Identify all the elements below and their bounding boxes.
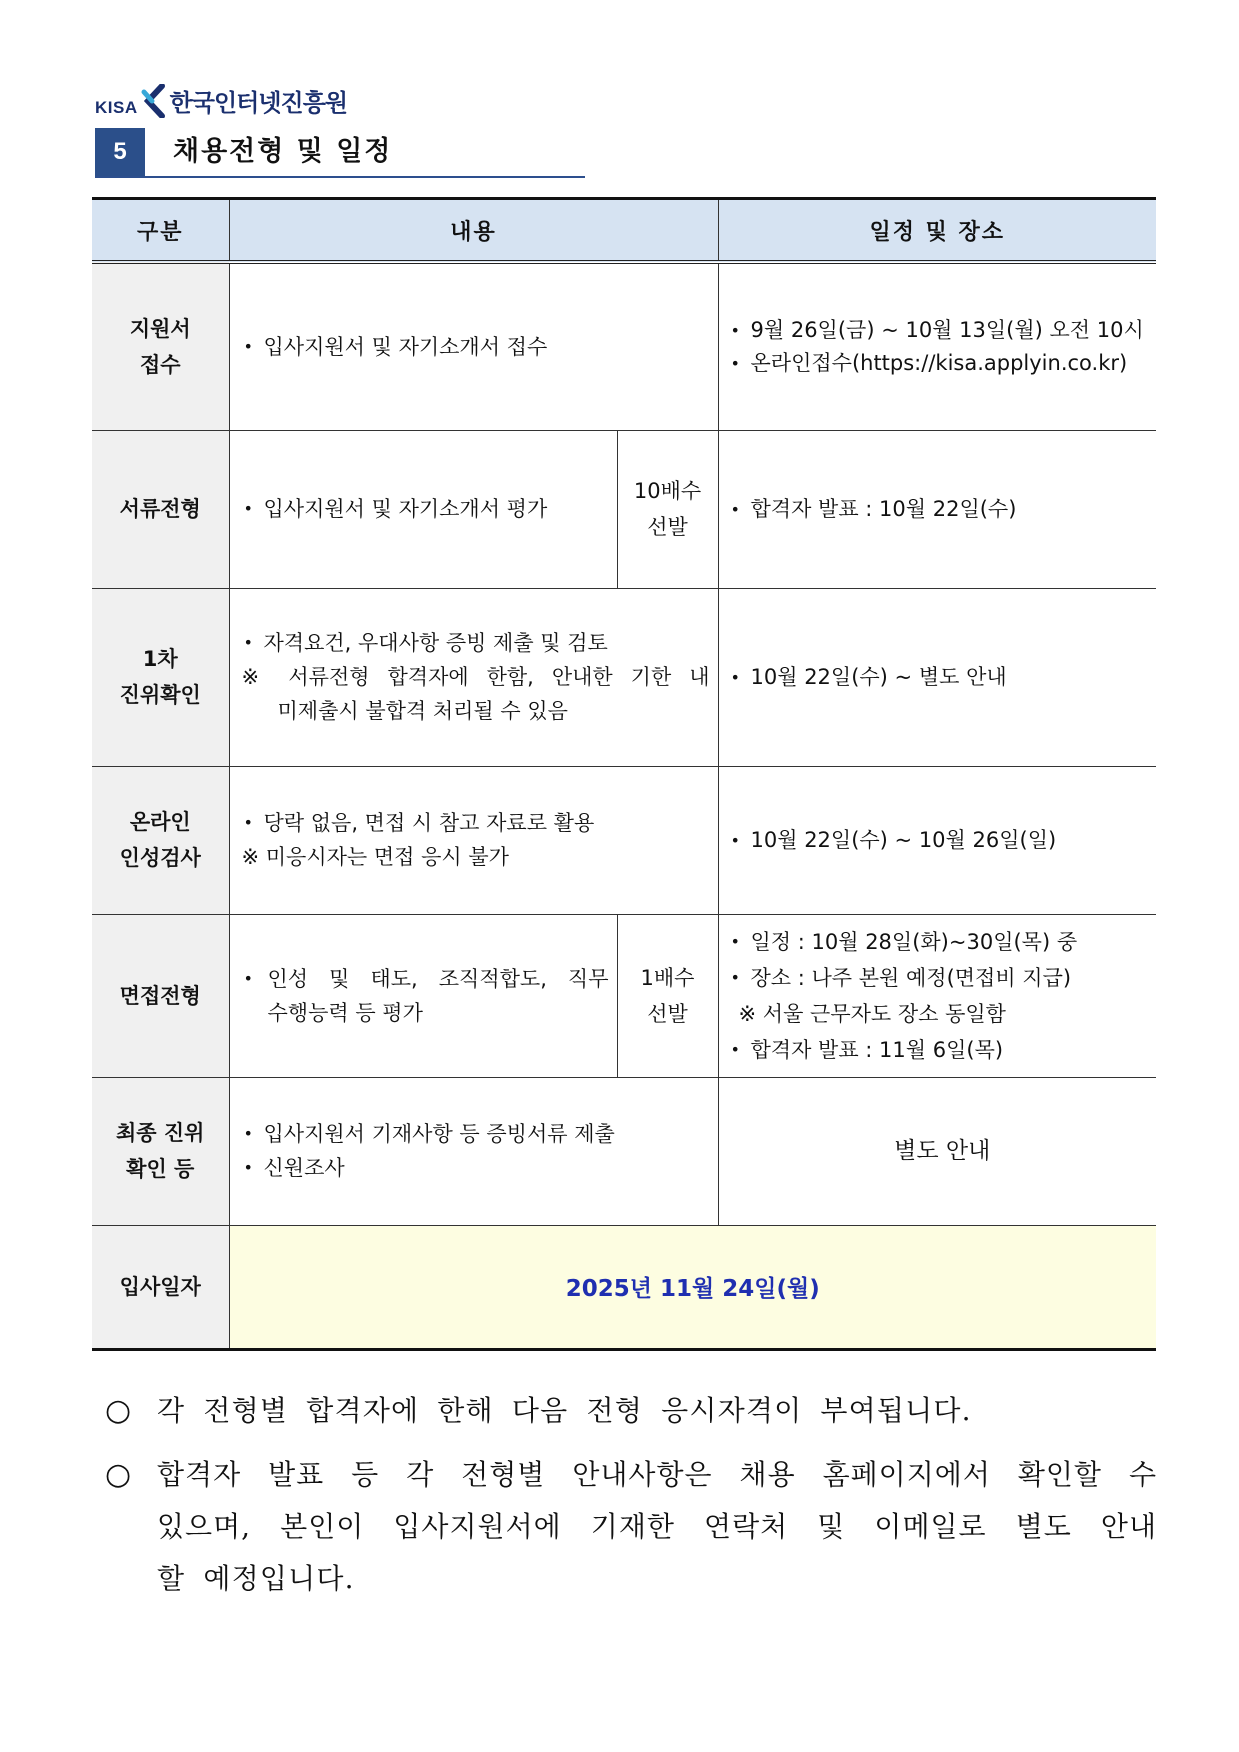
circle-bullet-icon: ○ <box>105 1393 132 1428</box>
row-content <box>229 588 718 766</box>
table-row <box>92 262 1156 430</box>
list-item: • 입사지원서 기재사항 등 증빙서류 제출 <box>242 1117 710 1151</box>
list-item: • 신원조사 <box>242 1151 710 1185</box>
section-heading <box>95 128 585 178</box>
list-item: • 9월 26일(금) ~ 10월 13일(월) 오전 10시 <box>729 314 1157 347</box>
logo-mark-icon <box>140 84 166 118</box>
list-item: • 입사지원서 및 자기소개서 접수 <box>242 330 710 364</box>
org-name: 한국인터넷진흥원 <box>169 89 348 117</box>
notice-text: ※ 서울 근무자도 장소 동일함 <box>738 1001 1006 1026</box>
header-schedule: 일정 및 장소 <box>718 199 1156 263</box>
notes-section <box>105 1385 1157 1617</box>
row-label: 지원서 접수 <box>92 262 229 430</box>
note-text: 합격자 발표 등 각 전형별 안내사항은 채용 홈페이지에서 확인할 수 <box>157 1458 1157 1491</box>
row-content <box>229 262 718 430</box>
row-content <box>229 766 718 914</box>
schedule-table <box>92 197 1156 1351</box>
row-schedule: 별도 안내 <box>718 1077 1156 1225</box>
table-header-row <box>92 199 1156 263</box>
list-item: • 입사지원서 및 자기소개서 평가 <box>242 492 609 526</box>
table-row <box>92 766 1156 914</box>
list-item: • 10월 22일(수) ~ 별도 안내 <box>729 661 1157 694</box>
list-item: • 장소 : 나주 본원 예정(면접비 지급) <box>729 960 1157 996</box>
note-paragraph <box>105 1449 1157 1605</box>
circle-bullet-icon: ○ <box>105 1457 132 1492</box>
list-item: • 합격자 발표 : 10월 22일(수) <box>729 493 1157 526</box>
row-content <box>229 1077 718 1225</box>
notice-text: ※ 미응시자는 면접 응시 불가 <box>241 845 509 869</box>
row-schedule <box>718 262 1156 430</box>
row-schedule <box>718 430 1156 588</box>
table-row <box>92 430 1156 588</box>
row-schedule <box>718 766 1156 914</box>
table-row <box>92 914 1156 1077</box>
header-category: 구분 <box>92 199 229 263</box>
notice-text: 미제출시 불합격 처리될 수 있음 <box>277 699 568 723</box>
row-label: 최종 진위 확인 등 <box>92 1077 229 1225</box>
header-content: 내용 <box>229 199 718 263</box>
list-item: • 온라인접수(https://kisa.applyin.co.kr) <box>729 347 1157 380</box>
section-number: 5 <box>95 128 145 176</box>
row-schedule <box>718 914 1156 1077</box>
list-item: • 인성 및 태도, 조직적합도, 직무 <box>242 962 609 996</box>
row-schedule <box>718 588 1156 766</box>
row-label: 입사일자 <box>92 1225 229 1349</box>
table-row <box>92 1225 1156 1349</box>
list-item-continued: 수행능력 등 평가 <box>267 1000 423 1025</box>
row-selection: 10배수 선발 <box>617 430 718 588</box>
list-item: • 당락 없음, 면접 시 참고 자료로 활용 <box>242 806 710 840</box>
note-text: 있으며, 본인이 입사지원서에 기재한 연락처 및 이메일로 별도 안내 <box>157 1510 1157 1543</box>
row-label: 면접전형 <box>92 914 229 1077</box>
join-date: 2025년 11월 24일(월) <box>229 1225 1156 1349</box>
row-selection: 1배수 선발 <box>617 914 718 1077</box>
row-content <box>229 430 617 588</box>
list-item: • 합격자 발표 : 11월 6일(목) <box>729 1032 1157 1068</box>
logo-text: KISA <box>95 98 138 117</box>
note-text: 각 전형별 합격자에 한해 다음 전형 응시자격이 부여됩니다. <box>157 1394 972 1427</box>
list-item: • 자격요건, 우대사항 증빙 제출 및 검토 <box>242 626 710 660</box>
notice-text: ※ 서류전형 합격자에 한함, 안내한 기한 내 <box>241 665 710 689</box>
kisa-logo <box>95 72 347 118</box>
row-content <box>229 914 617 1077</box>
list-item: • 10월 22일(수) ~ 10월 26일(일) <box>729 824 1157 857</box>
section-title: 채용전형 및 일정 <box>173 136 393 167</box>
row-label: 1차 진위확인 <box>92 588 229 766</box>
row-label: 서류전형 <box>92 430 229 588</box>
row-label: 온라인 인성검사 <box>92 766 229 914</box>
table-row <box>92 588 1156 766</box>
note-paragraph <box>105 1385 1157 1437</box>
table-row <box>92 1077 1156 1225</box>
note-text: 할 예정입니다. <box>157 1562 355 1595</box>
list-item: • 일정 : 10월 28일(화)~30일(목) 중 <box>729 924 1157 960</box>
